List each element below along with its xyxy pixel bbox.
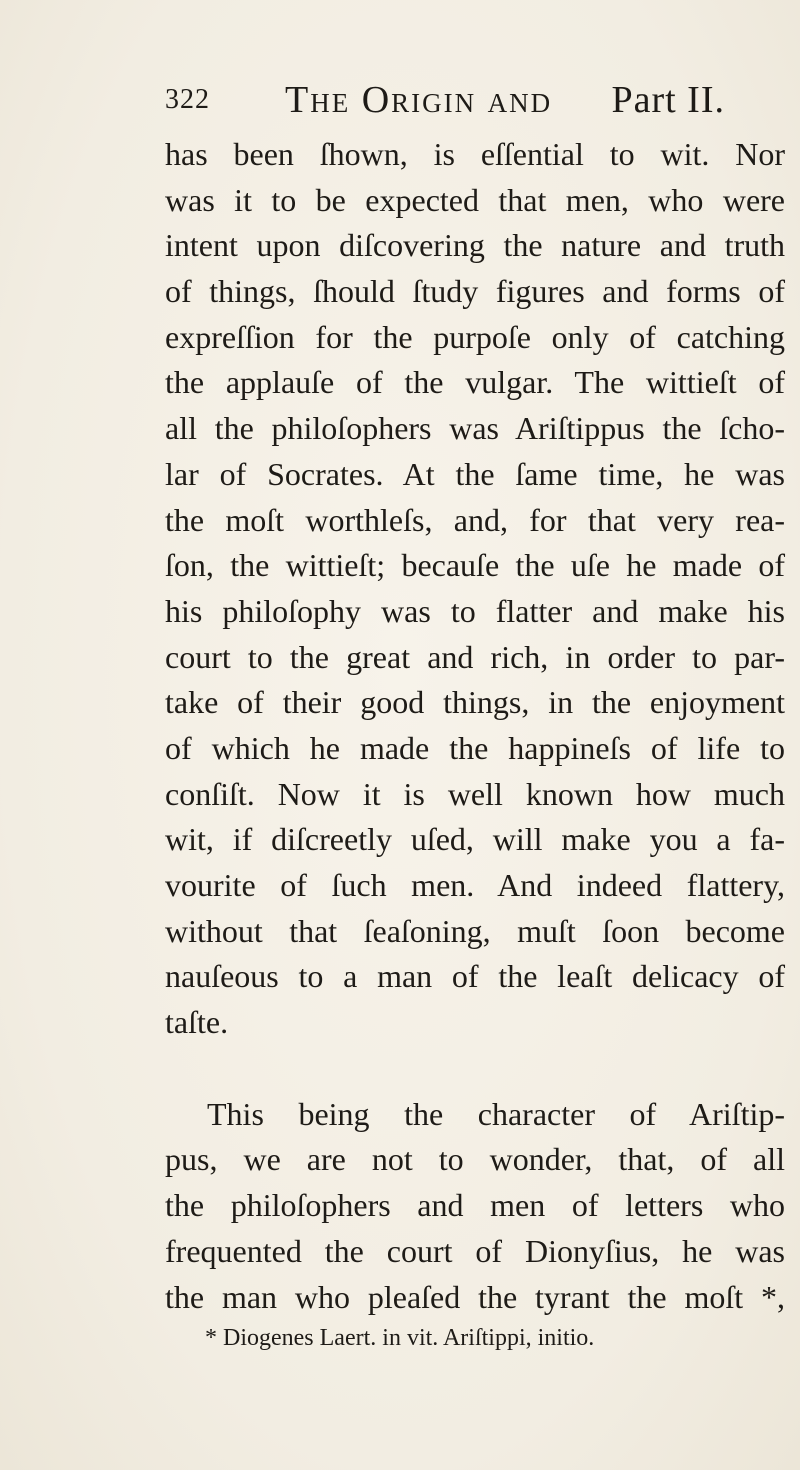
running-head	[165, 78, 725, 128]
text-line: nauſeous to a man of the leaſt delicacy of	[165, 958, 785, 995]
text-line: has been ſhown, is eſſential to wit. Nor	[165, 136, 785, 172]
text-line: frequented the court of Dionyſius, he was	[165, 1232, 785, 1269]
text-line: intent upon diſcovering the nature and truth	[165, 227, 785, 264]
text-line: take of their good things, in the enjoyment	[165, 684, 785, 721]
text-line: This being the character of Ariſtip-	[207, 1095, 785, 1132]
page-number: 322	[165, 84, 210, 115]
text-line: the man who pleaſed the tyrant the moſt *,	[165, 1278, 785, 1315]
text-line: court to the great and rich, in order to par-	[165, 638, 785, 675]
text-line: vourite of ſuch men. And indeed flattery,	[165, 867, 785, 903]
text-line: pus, we are not to wonder, that, of all	[165, 1141, 785, 1178]
text-line: the moſt worthleſs, and, for that very rea-	[165, 501, 785, 538]
text-line: the applauſe of the vulgar. The wittieſt of	[165, 364, 785, 401]
text-line: the philoſophers and men of letters who	[165, 1187, 785, 1224]
text-line: taſte.	[165, 1004, 229, 1041]
text-line: ſon, the wittieſt; becauſe the uſe he made of	[165, 547, 785, 584]
paragraph-gap	[165, 1046, 785, 1092]
text-line: conſiſt. Now it is well known how much	[165, 775, 785, 812]
text-line: his philoſophy was to flatter and make his	[165, 592, 785, 629]
text-line: was it to be expected that men, who were	[165, 181, 785, 218]
text-line: lar of Socrates. At the ſame time, he was	[165, 455, 785, 492]
text-line: without that ſeaſoning, muſt ſoon become	[165, 912, 785, 949]
body-text	[165, 132, 785, 1320]
text-line: of things, ſhould ſtudy figures and forms of	[165, 273, 785, 310]
text-line: expreſſion for the purpoſe only of catching	[165, 318, 785, 355]
text-line: all the philoſophers was Ariſtippus the ſcho-	[165, 410, 785, 447]
text-line: of which he made the happineſs of life to	[165, 729, 785, 766]
footnote: * Diogenes Laert. in vit. Ariſtippi, initio.	[205, 1325, 595, 1351]
part-label: Part II.	[611, 79, 725, 121]
paragraph-1	[165, 132, 785, 1046]
paragraph-2	[165, 1092, 785, 1320]
running-title: The Origin and	[285, 79, 553, 121]
text-line: wit, if diſcreetly uſed, will make you a fa-	[165, 821, 785, 858]
